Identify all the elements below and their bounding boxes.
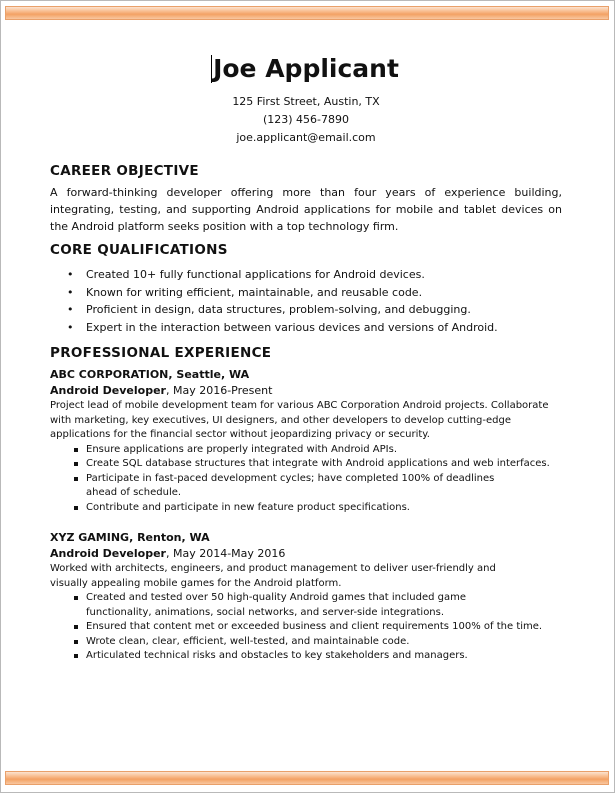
list-item-text: Wrote clean, clear, efficient, well-tested, and maintainable code. [86,635,410,647]
list-item-text: Articulated technical risks and obstacles to key stakeholders and managers. [86,650,468,661]
list-item-text: Known for writing efficient, maintainable, and reusable code. [86,285,423,299]
qualifications-list [50,266,562,336]
list-item [50,284,562,302]
square-bullet-icon [74,640,78,644]
resume-header [50,52,562,147]
list-item-text: Created 10+ fully functional applications for Android devices. [86,268,425,281]
list-item-text: Created and tested over 50 high-quality Android games that included game functionality, animations, social networks, and server-side integrations. [86,592,467,618]
job-company: XYZ GAMING, Renton, WA [50,531,210,544]
list-item-text: Contribute and participate in new feature product specifications. [86,501,410,513]
job-role: Android Developer [50,547,166,560]
job-dates: , May 2016-Present [165,384,273,397]
square-bullet-icon [74,477,78,481]
bottom-decorative-bar [5,771,609,785]
job-bullets [50,591,562,664]
list-item [50,591,562,620]
list-item-text: Create SQL database structures that integrate with Android applications and web interfaces. [86,458,550,469]
bullet-icon: • [67,285,74,299]
bullet-icon: • [67,320,74,334]
list-item-text: Ensure applications are properly integrated with Android APIs. [86,443,397,455]
job-role: Android Developer [50,384,166,397]
bullet-icon: • [67,303,74,316]
list-item [50,266,562,284]
list-item [50,457,562,472]
career-objective-text: A forward-thinking developer offering more than four years of experience building, integrating, testing, and supporting Android applications for mobile and tablet devices on the Android platform seeks position with a top technology firm. [50,186,562,233]
square-bullet-icon [74,448,78,452]
list-item [50,319,562,337]
list-item [50,501,562,516]
job-title-line [50,546,562,562]
top-decorative-bar [5,6,609,20]
address: 125 First Street, Austin, TX [232,95,380,108]
list-item-text: Expert in the interaction between various devices and versions of Android. [86,320,498,334]
list-item-text: Proficient in design, data structures, problem-solving, and debugging. [86,303,471,316]
square-bullet-icon [74,506,78,510]
applicant-name-wrapper[interactable] [213,52,399,86]
list-item [50,472,562,501]
job-company: ABC CORPORATION, Seattle, WA [50,368,250,381]
job-entry [50,530,562,664]
phone: (123) 456-7890 [262,113,350,126]
list-item-text: Ensured that content met or exceeded business and client requirements 100% of the time. [86,621,543,632]
job-description: Worked with architects, engineers, and product management to deliver user-friendly and visually appealing mobile games for the Android platform. [50,563,496,589]
list-item [50,620,562,635]
resume-content[interactable] [50,52,562,664]
job-entry [50,367,562,515]
list-item [50,301,562,319]
square-bullet-icon [74,654,78,658]
list-item [50,649,562,664]
applicant-name: Joe Applicant [213,54,399,83]
text-cursor [211,55,212,83]
professional-experience-heading: PROFESSIONAL EXPERIENCE [50,345,272,361]
career-objective-heading: CAREER OBJECTIVE [50,163,199,179]
square-bullet-icon [74,462,78,466]
core-qualifications-heading: CORE QUALIFICATIONS [50,242,228,258]
list-item-text: Participate in fast-paced development cycles; have completed 100% of deadlines ahead of schedule. [86,472,495,498]
list-item [50,635,562,650]
square-bullet-icon [74,625,78,629]
email: joe.applicant@email.com [236,131,376,144]
job-bullets [50,443,562,516]
job-description: Project lead of mobile development team for various ABC Corporation Android projects. Collaborate with marketing, key executives, UI designers, and other developers to develop cutting-edge applications for the financial sector without jeopardizing privacy or security. [50,400,549,440]
list-item [50,443,562,458]
square-bullet-icon [74,596,78,600]
job-title-line [50,383,562,399]
job-dates: , May 2014-May 2016 [165,547,286,560]
bullet-icon: • [67,268,74,281]
